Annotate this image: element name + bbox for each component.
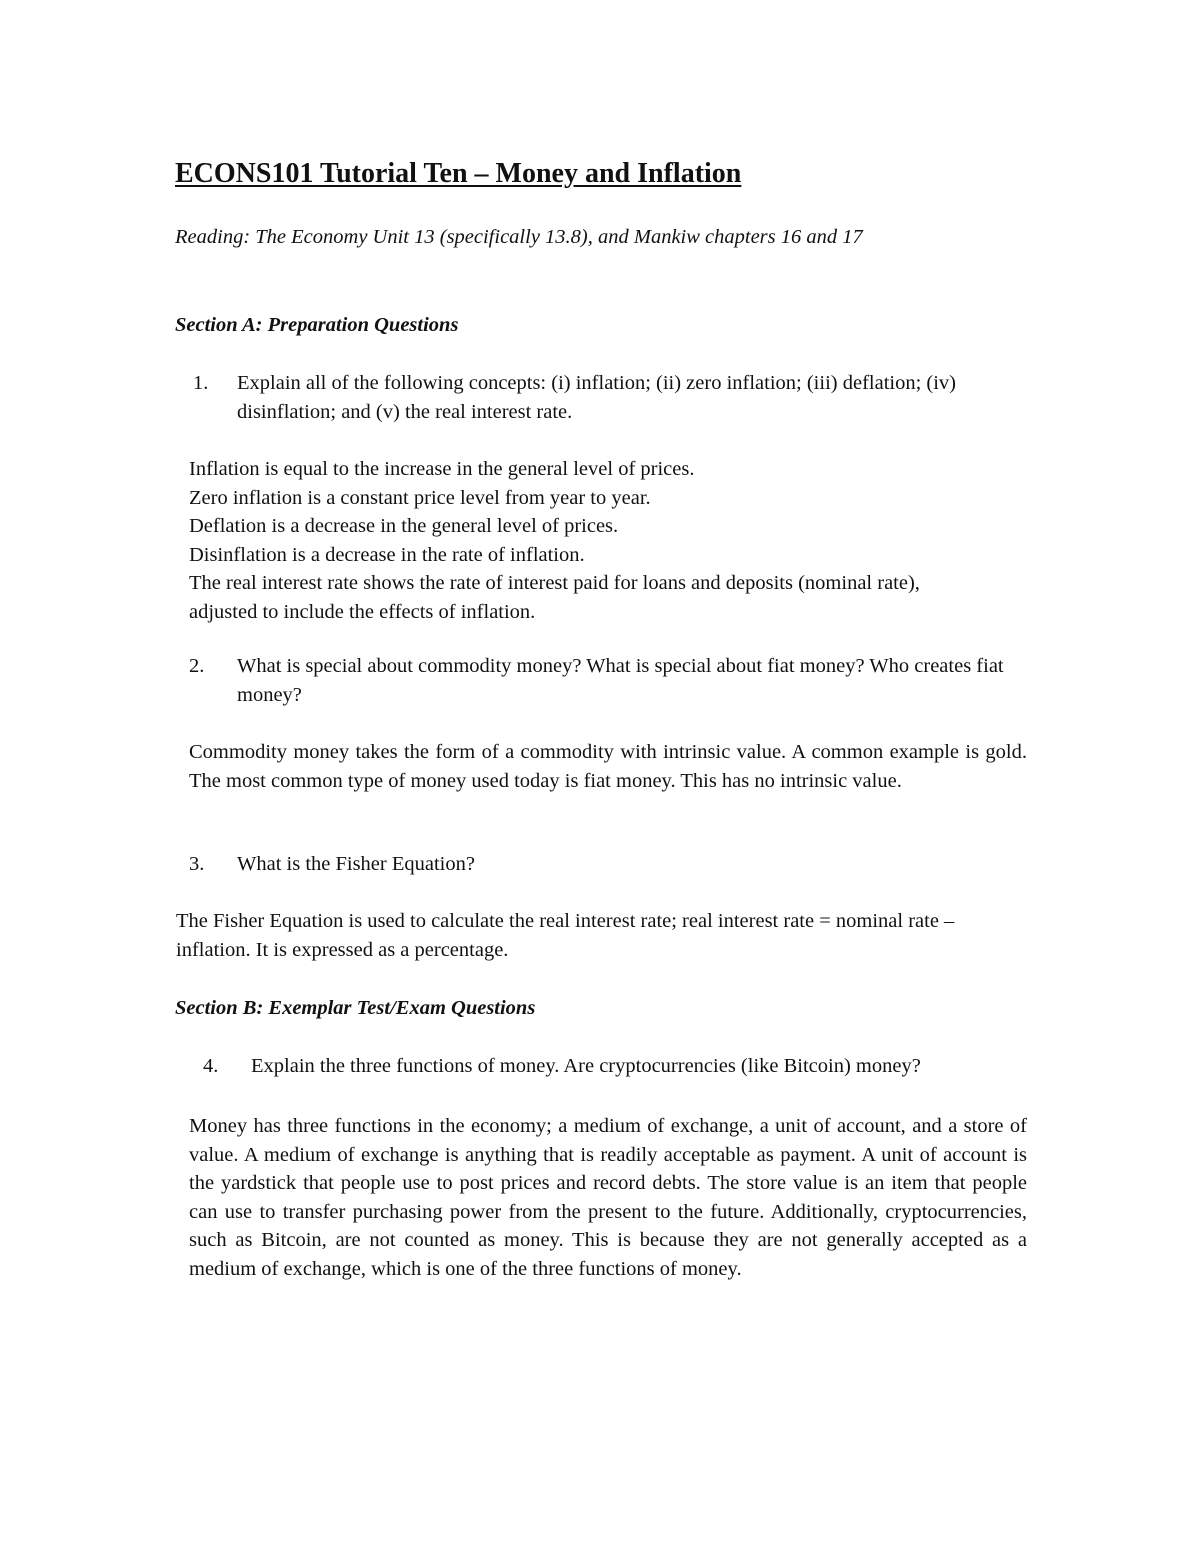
question-4-number: 4. bbox=[203, 1055, 219, 1077]
page-title: ECONS101 Tutorial Ten – Money and Inflation bbox=[175, 158, 742, 189]
answer-1-line-deflation: Deflation is a decrease in the general level of prices. bbox=[189, 515, 619, 537]
answer-3: The Fisher Equation is used to calculate the real interest rate; real interest rate = nominal rate – inflation. It is expressed as a percentage. bbox=[176, 910, 955, 961]
question-4-text: Explain the three functions of money. Are cryptocurrencies (like Bitcoin) money? bbox=[251, 1055, 921, 1077]
question-3-text: What is the Fisher Equation? bbox=[237, 853, 475, 875]
answer-4: Money has three functions in the economy; a medium of exchange, a unit of account, and a store of value. A medium of exchange is anything that is readily acceptable as payment. A unit of account is the yardstick that people use to post prices and record debts. The store value is an item that people can use to transfer purchasing power from the present to the future. Additionally, cryptocurrencies, such as Bitcoin, are not counted as money. This is because they are not generally accepted as a medium of exchange, which is one of the three functions of money. bbox=[189, 1115, 1027, 1280]
answer-1-line-zero-inflation: Zero inflation is a constant price level from year to year. bbox=[189, 486, 651, 509]
answer-1-line-disinflation: Disinflation is a decrease in the rate of inflation. bbox=[189, 543, 585, 566]
reading-note: Reading: The Economy Unit 13 (specifically 13.8), and Mankiw chapters 16 and 17 bbox=[175, 226, 863, 248]
answer-1-line-real-rate: The real interest rate shows the rate of interest paid for loans and deposits (nominal rate), bbox=[189, 572, 920, 594]
answer-1-line-inflation: Inflation is equal to the increase in the general level of prices. bbox=[189, 458, 695, 480]
question-3-number: 3. bbox=[189, 853, 205, 875]
answer-1-line-real-rate-cont: adjusted to include the effects of inflation. bbox=[189, 600, 536, 623]
question-2-number: 2. bbox=[189, 655, 205, 677]
answer-1 bbox=[189, 455, 920, 626]
section-b-heading: Section B: Exemplar Test/Exam Questions bbox=[175, 997, 536, 1019]
question-2-text: What is special about commodity money? What is special about fiat money? Who creates fiat money? bbox=[237, 655, 1004, 706]
question-1-number: 1. bbox=[193, 372, 209, 394]
question-1-text: Explain all of the following concepts: (i) inflation; (ii) zero inflation; (iii) deflation; (iv) disinflation; and (v) the real interest rate. bbox=[237, 372, 957, 423]
answer-2: Commodity money takes the form of a commodity with intrinsic value. A common example is gold. The most common type of money used today is fiat money. This has no intrinsic value. bbox=[189, 741, 1027, 792]
section-a-heading: Section A: Preparation Questions bbox=[175, 314, 459, 336]
